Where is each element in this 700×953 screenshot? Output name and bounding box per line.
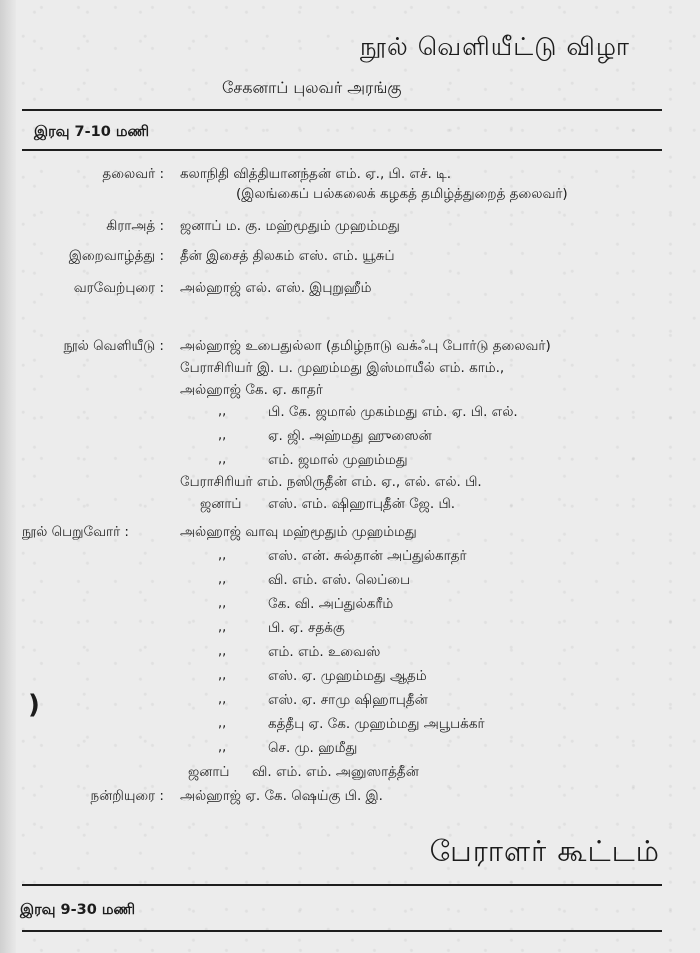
book-release-line: பேராசிரியர் எம். நஸிருதீன் எம். ஏ., எல். எல். பி. bbox=[180, 474, 482, 490]
book-release-line: அல்ஹாஜ் உபைதுல்லா (தமிழ்நாடு வக்ஃபு போர்டு தலைவர்) bbox=[180, 338, 551, 354]
header-divider bbox=[22, 109, 662, 111]
thanks-name: அல்ஹாஜ் ஏ. கே. ஷெய்கு பி. இ. bbox=[180, 788, 383, 804]
meeting-divider-top bbox=[22, 884, 662, 886]
ditto-mark: ,, bbox=[218, 668, 227, 683]
ditto-mark: ,, bbox=[218, 740, 227, 755]
recipient-line: செ. மு. ஹமீது bbox=[268, 740, 358, 756]
book-release-line: எஸ். எம். ஷிஹாபுதீன் ஜே. பி. bbox=[268, 496, 456, 512]
margin-bracket: ) bbox=[28, 690, 40, 720]
book-release-line: ஏ. ஜி. அஹ்மது ஹுஸைன் bbox=[268, 428, 432, 444]
invocation-name: தீன் இசைத் திலகம் எஸ். எம். யூசுப் bbox=[180, 248, 395, 264]
meeting-divider-bottom bbox=[22, 930, 662, 932]
invocation-label: இறைவாழ்த்து : bbox=[68, 248, 164, 264]
welcome-label: வரவேற்புரை : bbox=[73, 280, 164, 296]
book-release-line: பி. கே. ஜமால் முகம்மது எம். ஏ. பி. எல். bbox=[268, 404, 518, 420]
book-release-line: பேராசிரியர் இ. ப. முஹம்மது இஸ்மாயீல் எம். காம்., bbox=[180, 360, 505, 376]
kiraath-label: கிராஅத் : bbox=[106, 218, 164, 234]
book-release-line: அல்ஹாஜ் கே. ஏ. காதர் bbox=[180, 382, 323, 398]
ditto-mark: ,, bbox=[218, 644, 227, 659]
recipient-line: எம். எம். உவைஸ் bbox=[268, 644, 381, 660]
chair-name: கலாநிதி வித்தியானந்தன் எம். ஏ., பி. எச். டி. bbox=[180, 166, 452, 182]
session-two-time: இரவு 9-30 மணி bbox=[20, 902, 136, 918]
thanks-label: நன்றியுரை : bbox=[90, 788, 164, 804]
recipient-line: எஸ். என். சுல்தான் அப்துல்காதர் bbox=[268, 548, 467, 564]
chair-label: தலைவர் : bbox=[102, 166, 164, 182]
recipient-line: எஸ். ஏ. முஹம்மது ஆதம் bbox=[268, 668, 427, 684]
recipient-line: கத்தீபு ஏ. கே. முஹம்மது அபூபக்கர் bbox=[268, 716, 485, 732]
janab-prefix: ஜனாப் bbox=[200, 496, 242, 512]
ditto-mark: ,, bbox=[218, 572, 227, 587]
ditto-mark: ,, bbox=[218, 428, 227, 443]
venue-name: சேகனாப் புலவர் அரங்கு bbox=[222, 78, 402, 97]
ditto-mark: ,, bbox=[218, 548, 227, 563]
recipient-line: பி. ஏ. சதக்கு bbox=[268, 620, 345, 636]
ditto-mark: ,, bbox=[218, 452, 227, 467]
recipient-line: வி. எம். எம். அனுஸாத்தீன் bbox=[252, 764, 419, 780]
book-release-line: எம். ஜமால் முஹம்மது bbox=[268, 452, 408, 468]
session-one-time: இரவு 7-10 மணி bbox=[34, 124, 150, 140]
ditto-mark: ,, bbox=[218, 716, 227, 731]
book-recipients-label: நூல் பெறுவோர் : bbox=[22, 524, 129, 540]
recipient-line: கே. வி. அப்துல்கரீம் bbox=[268, 596, 394, 612]
event-title: நூல் வெளியீட்டு விழா bbox=[359, 32, 630, 61]
kiraath-name: ஜனாப் ம. கு. மஹ்மூதும் முஹம்மது bbox=[180, 218, 400, 234]
ditto-mark: ,, bbox=[218, 596, 227, 611]
welcome-name: அல்ஹாஜ் எல். எஸ். இபுறுஹீம் bbox=[180, 280, 372, 296]
time-divider bbox=[22, 149, 662, 151]
chair-designation: (இலங்கைப் பல்கலைக் கழகத் தமிழ்த்துறைத் தலைவர்) bbox=[236, 186, 568, 202]
ditto-mark: ,, bbox=[218, 404, 227, 419]
ditto-mark: ,, bbox=[218, 692, 227, 707]
janab-prefix: ஜனாப் bbox=[188, 764, 230, 780]
recipient-line: எஸ். ஏ. சாமு ஷிஹாபுதீன் bbox=[268, 692, 428, 708]
paper-left-edge bbox=[0, 0, 16, 953]
ditto-mark: ,, bbox=[218, 620, 227, 635]
recipient-line: அல்ஹாஜ் வாவு மஹ்மூதும் முஹம்மது bbox=[180, 524, 417, 540]
delegates-meeting-title: பேராளர் கூட்டம் bbox=[429, 834, 660, 868]
book-release-label: நூல் வெளியீடு : bbox=[63, 338, 164, 354]
recipient-line: வி. எம். எஸ். லெப்பை bbox=[268, 572, 411, 588]
